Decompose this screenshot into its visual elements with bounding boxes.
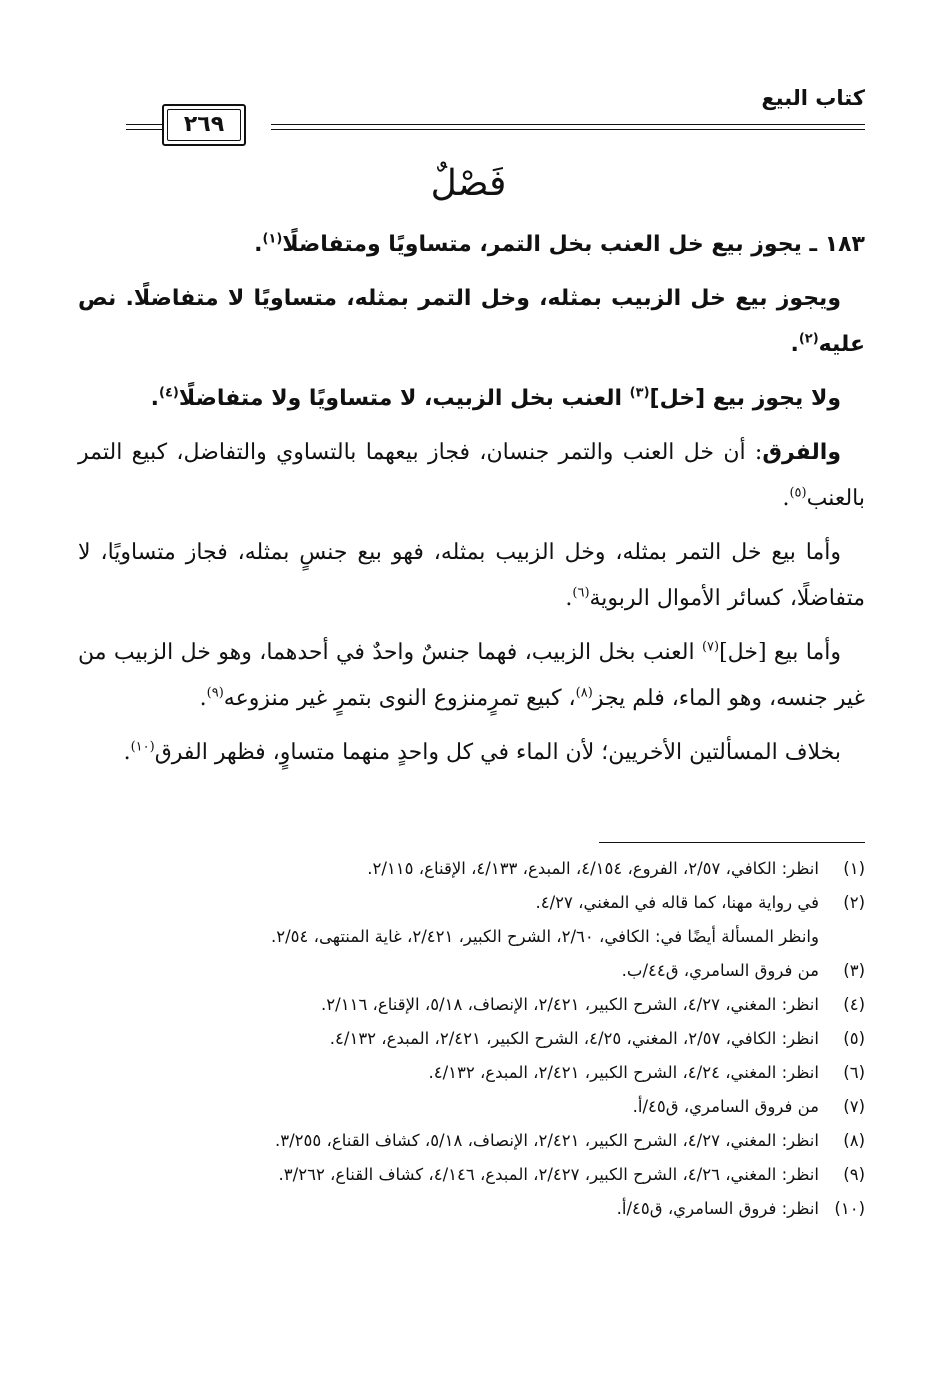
footnote-item [78, 954, 865, 988]
page-number: ٢٦٩ [183, 112, 225, 137]
difference-label: والفرق [762, 440, 841, 465]
footnote-number: (٨) [843, 1131, 865, 1150]
footnote-ref[interactable]: (٤) [159, 385, 179, 401]
footnote-line: انظر: المغني، ٤/٢٧، الشرح الكبير، ٢/٤٢١، الإنصاف، ٥/١٨، الإقناع، ٢/١١٦. [321, 995, 819, 1014]
footnote-item [78, 988, 865, 1022]
footnote-ref[interactable]: (٧) [701, 639, 720, 655]
footnote-item [78, 1022, 865, 1056]
footnote-item [78, 1124, 865, 1158]
footnote-text [78, 1158, 819, 1192]
footnote-line: في رواية مهنا، كما قاله في المغني، ٤/٢٧. [535, 893, 819, 912]
footnote-text [78, 1056, 819, 1090]
paragraph-end: . [199, 686, 207, 711]
footnote-number: (٧) [843, 1097, 865, 1116]
footnote-item [78, 1158, 865, 1192]
running-title: كتاب البيع [761, 86, 865, 110]
footnote-ref[interactable]: (١) [262, 231, 283, 247]
footnote-ref[interactable]: (٨) [575, 685, 593, 701]
footnote-ref[interactable]: (٦) [572, 585, 590, 601]
footnote-item [78, 1192, 865, 1226]
section-heading: فَصْلٌ [430, 163, 507, 204]
paragraph-text: يجوز بيع خل العنب بخل التمر، متساويًا ومتفاضلًا [282, 232, 802, 257]
footnote-text [78, 1022, 819, 1056]
footnote-number: (٦) [843, 1063, 865, 1082]
footnote-item [78, 1090, 865, 1124]
paragraph-end: . [565, 586, 573, 611]
footnote-ref[interactable]: (٣) [629, 385, 650, 401]
footnote-line: انظر: الكافي، ٢/٥٧، المغني، ٤/٢٥، الشرح الكبير، ٢/٤٢١، المبدع، ٤/١٣٢. [329, 1029, 819, 1048]
footnote-ref[interactable]: (٩) [206, 685, 224, 701]
paragraph-text: العنب بخل الزبيب، لا متساويًا ولا متفاضلًا [178, 386, 622, 411]
footnote-text [78, 1124, 819, 1158]
paragraph-text: وأما بيع [خل] [719, 640, 841, 665]
footnote-item [78, 886, 865, 954]
footnote-line: انظر: فروق السامري، ق٤٥/أ. [616, 1199, 819, 1218]
paragraph-end: . [790, 332, 799, 357]
paragraph [78, 530, 865, 622]
footnote-text [78, 886, 819, 954]
paragraph-text: وأما بيع خل التمر بمثله، وخل الزبيب بمثله، فهو بيع جنسٍ بمثله، فجاز متساويًا، لا متفاضلًا، كسائر الأموال الربوية [78, 540, 865, 611]
footnote-number: (١) [843, 859, 865, 878]
footnote-number: (١٠) [834, 1199, 865, 1218]
footnote-text [78, 1090, 819, 1124]
footnote-item [78, 852, 865, 886]
footnote-text [78, 954, 819, 988]
issue-number: ١٨٣ ـ [809, 232, 865, 257]
footnote-number: (٤) [843, 995, 865, 1014]
footnote-ref[interactable]: (١٠) [130, 739, 155, 755]
header-rule [271, 124, 865, 130]
footnote-text [78, 1192, 819, 1226]
paragraph-end: . [123, 740, 131, 765]
footnote-line: انظر: المغني، ٤/٢٧، الشرح الكبير، ٢/٤٢١، الإنصاف، ٥/١٨، كشاف القناع، ٣/٢٥٥. [275, 1131, 819, 1150]
paragraph-text: ويجوز بيع خل الزبيب بمثله، وخل التمر بمثله، متساويًا لا متفاضلًا. نص عليه [78, 286, 865, 357]
paragraph-text: ولا يجوز بيع [خل] [649, 386, 841, 411]
footnote-line: انظر: المغني، ٤/٢٦، الشرح الكبير، ٢/٤٢٧، المبدع، ٤/١٤٦، كشاف القناع، ٣/٢٦٢. [278, 1165, 819, 1184]
footnote-line: من فروق السامري، ق٤٥/أ. [632, 1097, 819, 1116]
footnote-number: (٥) [843, 1029, 865, 1048]
paragraph [78, 630, 865, 722]
footnote-line: انظر: المغني، ٤/٢٤، الشرح الكبير، ٢/٤٢١، المبدع، ٤/١٣٢. [428, 1063, 819, 1082]
footnote-text [78, 988, 819, 1022]
paragraph [78, 276, 865, 368]
footnote-separator [599, 842, 865, 843]
footnote-number: (٣) [843, 961, 865, 980]
paragraph-text: ، كبيع تمرٍمنزوع النوى بتمرٍ غير منزوعه [223, 686, 576, 711]
footnote-item [78, 1056, 865, 1090]
paragraph-text: : أن خل العنب والتمر جنسان، فجاز بيعهما بالتساوي والتفاضل، كبيع التمر بالعنب [78, 440, 865, 511]
paragraph-end: . [150, 386, 160, 411]
paragraph [78, 730, 865, 776]
paragraph [78, 376, 865, 422]
paragraph-end: . [254, 232, 263, 257]
footnote-line: انظر: الكافي، ٢/٥٧، الفروع، ٤/١٥٤، المبدع، ٤/١٣٣، الإقناع، ٢/١١٥. [367, 859, 819, 878]
footnote-line: وانظر المسألة أيضًا في: الكافي، ٢/٦٠، الشرح الكبير، ٢/٤٢١، غاية المنتهى، ٢/٥٤. [270, 927, 819, 946]
paragraph-end: . [782, 486, 790, 511]
footnote-ref[interactable]: (٢) [798, 331, 819, 347]
paragraph-text: بخلاف المسألتين الأخريين؛ لأن الماء في كل واحدٍ منهما متساوٍ، فظهر الفرق [154, 740, 841, 765]
paragraph-183 [78, 222, 865, 268]
footnote-number: (٢) [843, 893, 865, 912]
footnote-text [78, 852, 819, 886]
footnote-number: (٩) [843, 1165, 865, 1184]
page-number-frame [162, 104, 246, 146]
footnotes [78, 852, 865, 1226]
header-rule-left [126, 124, 162, 130]
main-text [78, 222, 865, 784]
paragraph [78, 430, 865, 522]
footnote-line: من فروق السامري، ق٤٤/ب. [621, 961, 819, 980]
paragraph-text: العنب بخل الزبيب، فهما جنسٌ واحدٌ في أحدهما، وهو خل الزبيب من غير جنسه، وهو الماء، فلم يجز [78, 640, 865, 711]
footnote-ref[interactable]: (٥) [789, 485, 807, 501]
